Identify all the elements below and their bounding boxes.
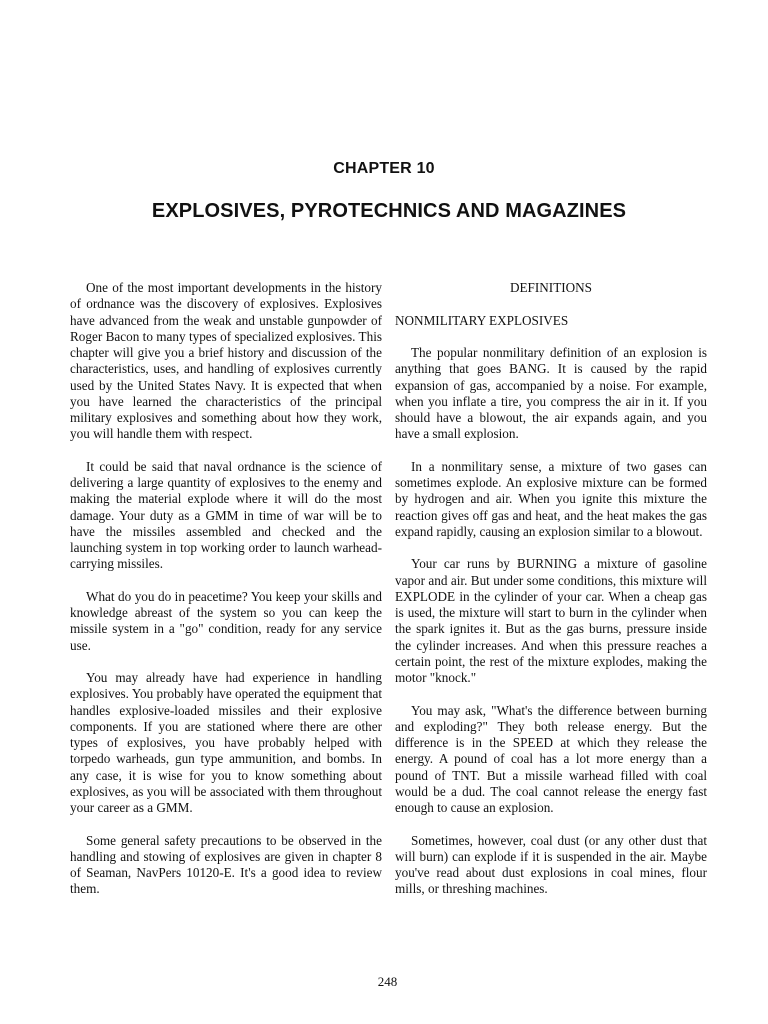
body-paragraph: Sometimes, however, coal dust (or any other dust that will burn) can explode if it is suspended in the air. Maybe you've read about dust explosions in coal mines, flour mills, or threshing machines. xyxy=(395,832,707,897)
page-number: 248 xyxy=(377,974,398,989)
body-paragraph: Your car runs by BURNING a mixture of gasoline vapor and air. But under some conditions, this mixture will EXPLODE in the cylinder of your car. When a cheap gas is used, the mixture will start to burn in the cylinder when the spark ignites it. But as the gas burns, pressure inside the cylinder increases. And when this pressure reaches a certain point, the rest of the mixture explodes, making the motor "knock." xyxy=(395,556,707,685)
body-paragraph: What do you do in peacetime? You keep your skills and knowledge abreast of the system so you can keep the missile system in a "go" condition, ready for any service use. xyxy=(70,588,382,653)
subsection-heading-nonmilitary: NONMILITARY EXPLOSIVES xyxy=(395,312,569,328)
body-paragraph: It could be said that naval ordnance is the science of delivering a large quantity of explosives to the enemy and making the material explode where it will do the most damage. Your duty as a GMM in time of war will be to have the missiles assembled and checked and the launching system in top working order to launch warhead-carrying missiles. xyxy=(70,458,382,572)
chapter-label: CHAPTER 10 xyxy=(333,160,435,177)
body-paragraph: One of the most important developments in the history of ordnance was the discovery of explosives. Explosives have advanced from the weak and unstable gunpowder of Roger Bacon to many types of specialized explosives. This chapter will give you a brief history and discussion of the characteristics, uses, and handling of explosives currently used by the United States Navy. It is expected that when you have learned the characteristics of the principal military explosives and something about how they work, you will handle them with respect. xyxy=(70,280,382,442)
body-paragraph: The popular nonmilitary definition of an explosion is anything that goes BANG. It is caused by the rapid expansion of gas, accompanied by a noise. For example, when you inflate a tire, you compress the air in it. If you should have a blowout, the air expands again, and you have a small explosion. xyxy=(395,345,707,442)
body-paragraph: In a nonmilitary sense, a mixture of two gases can sometimes explode. An explosive mixture can be formed by hydrogen and air. When you ignite this mixture the reaction gives off gas and heat, and the heat makes the gas expand rapidly, causing an explosion similar to a blowout. xyxy=(395,458,707,539)
right-column xyxy=(395,280,707,898)
body-paragraph: You may already have had experience in handling explosives. You probably have operated the equipment that handles explosive-loaded missiles and their explosive components. If you are stationed where there are other types of explosives, you have probably helped with torpedo warheads, gun type ammunition, and bombs. In any case, it is wise for you to know something about explosives, as you will be associated with them throughout your career as a GMM. xyxy=(70,670,382,815)
left-column xyxy=(70,280,382,898)
section-heading-definitions: DEFINITIONS xyxy=(509,280,593,295)
chapter-title: EXPLOSIVES, PYROTECHNICS AND MAGAZINES xyxy=(151,200,627,222)
body-paragraph: Some general safety precautions to be observed in the handling and stowing of explosives are given in chapter 8 of Seaman, NavPers 10120-E. It's a good idea to review them. xyxy=(70,832,382,897)
body-paragraph: You may ask, "What's the difference between burning and exploding?" They both release energy. But the difference is in the SPEED at which they release the energy. A pound of coal has a lot more energy than a pound of TNT. But a missile warhead filled with coal would be a dud. The coal cannot release the energy fast enough to cause an explosion. xyxy=(395,702,707,815)
